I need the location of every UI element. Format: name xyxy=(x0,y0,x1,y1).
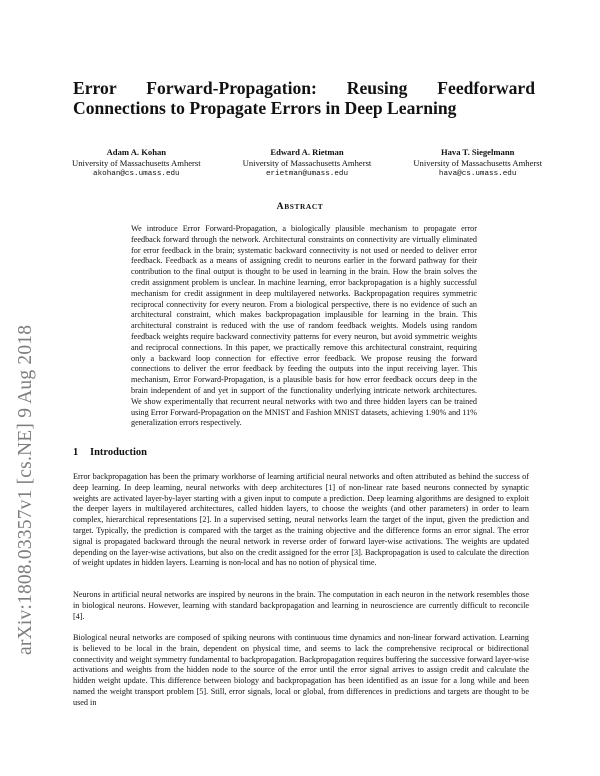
arxiv-sidebar-stamp xyxy=(7,215,37,655)
author-name: Edward A. Rietman xyxy=(270,147,344,157)
author-email: akohan@cs.umass.edu xyxy=(93,170,180,178)
author-email: erietman@umass.edu xyxy=(265,170,349,178)
section-title: Introduction xyxy=(90,447,147,458)
section-number: 1 xyxy=(73,447,79,458)
abstract-text: We introduce Error Forward-Propagation, a biologically plausible mechanism to propagate error feedback forward through the network. Architectural constraints on connectivity are virtually eliminated for error feedback in the brain; systematic backward connectivity is not used or needed to deliver error feedback. Feedback as a means of assigning credit to neurons earlier in the forward pathway for their contribution to the final output is thought to be used in learning in the brain. How the brain solves the credit assignment problem is unclear. In machine learning, error backpropagation is a highly successful mechanism for credit assignment in deep multilayered networks. Backpropagation requires symmetric reciprocal connectivity for every neuron. From a biological perspective, there is no evidence of such an architectural constraint, which makes backpropagation implausible for learning in the brain. This architectural constraint is reduced with the use of random feedback weights. Models using random feedback weights require backward connectivity patterns for every neuron, but avoid symmetric weights and reciprocal connections. In this paper, we practically remove this architectural constraint, requiring only a backward loop connection for effective error feedback. We propose reusing the forward connections to deliver the error feedback by feeding the outputs into the input receiving layer. This mechanism, Error Forward-Propagation, is a plausible basis for how error feedback occurs deep in the brain independent of and yet in support of the functionality underlying intricate network architectures. We show experimentally that recurrent neural networks with two and three hidden layers can be trained using Error Forward-Propagation on the MNIST and Fashion MNIST datasets, achieving 1.90% and 11% generalization errors respectively. xyxy=(131,224,477,428)
intro-paragraph-1: Error backpropagation has been the primary workhorse of learning artificial neural networks and often attributed as behind the success of deep learning. In deep learning, neural networks with deep architectures [1] of non-linear rate based neurons connected by synaptic weights are activated layer-by-layer starting with a given input to compute a prediction. Deep learning algorithms are designed to exploit the deeper layers in multilayered architectures, called hidden layers, to choose the weights (and other parameters) in order to learn complex, hierarchical representations [2]. In a supervised setting, neural networks learn the target of the input, given the prediction and target. Typically, the prediction is compared with the target as the training objective and the difference forms an error signal. The error signal is propagated backward through the neural network in reverse order of forward layer-wise activations. The weights are updated depending on the layer-wise activations, but also on the credit assigned for the error [3]. Backpropagation is used to calculate the direction of weight updates in hidden layers. Learning is non-local and has no notion of physical time. xyxy=(73,472,529,568)
author-affiliation: University of Massachusetts Amherst xyxy=(413,158,542,168)
paper-title: Error Forward-Propagation: Reusing Feedforward Connections to Propagate Errors in Deep Learning xyxy=(73,78,535,118)
author-name: Adam A. Kohan xyxy=(106,147,167,157)
abstract-heading-initial: A xyxy=(276,201,285,212)
abstract-heading xyxy=(0,201,600,212)
author-1 xyxy=(72,147,201,180)
author-name: Hava T. Siegelmann xyxy=(440,147,515,157)
author-affiliation: University of Massachusetts Amherst xyxy=(242,158,372,168)
author-email: hava@cs.umass.edu xyxy=(438,170,517,178)
intro-paragraph-3: Biological neural networks are composed of spiking neurons with continuous time dynamics and non-linear forward activation. Learning is believed to be local in the brain, dependent on physical time, and seems to lack the comprehensive reciprocal or bidirectional connectivity and weight symmetry fundamental to backpropagation. Backpropagation requires buffering the successive forward layer-wise activations and weights from the hidden node to the source of the error until the error signal arrives to assign credit and calculate the hidden weight update. This difference between biology and backpropagation has been identified as an issue for a long while and been named the weight transport problem [5]. Still, error signals, local or global, from differences in predictions and targets are thought to be used in xyxy=(73,633,529,707)
intro-paragraph-2: Neurons in artificial neural networks are inspired by neurons in the brain. The computation in each neuron in the network resembles those in biological neurons. However, learning with standard backpropagation and learning in neuroscience are currently difficult to reconcile [4]. xyxy=(73,590,529,621)
section-heading xyxy=(73,447,147,458)
author-2 xyxy=(243,147,372,180)
abstract-heading-rest: BSTRACT xyxy=(284,202,324,211)
author-block xyxy=(72,147,542,180)
author-3 xyxy=(413,147,542,180)
author-affiliation: University of Massachusetts Amherst xyxy=(72,158,201,168)
arxiv-identifier: arXiv:1808.03357v1 [cs.NE] 9 Aug 2018 xyxy=(15,324,36,655)
